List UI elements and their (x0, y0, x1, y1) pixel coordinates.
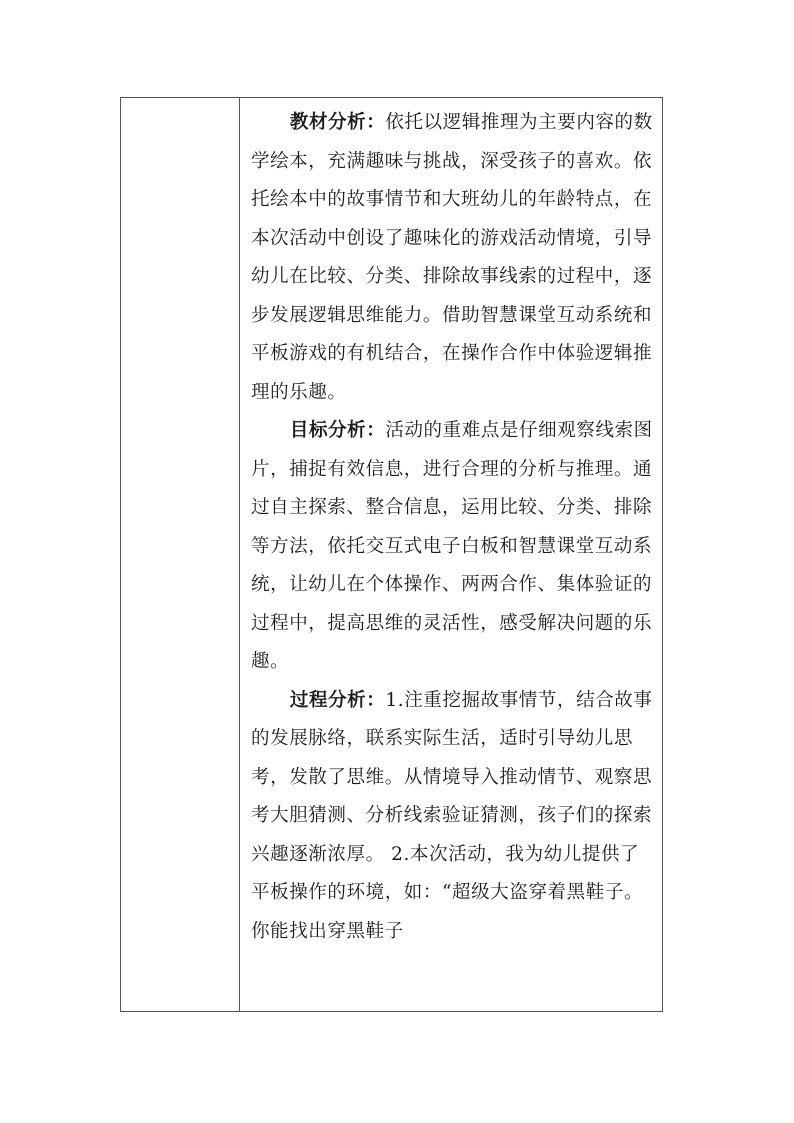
goal-analysis-text: 活动的重难点是仔细观察线索图片，捕捉有效信息，进行合理的分析与推理。通过自主探索、整合信息，运用比较、分类、排除等方法，依托交互式电子白板和智慧课堂互动系统，让幼儿在个体操作、两两合作、集体验证的过程中，提高思维的灵活性，感受解决问题的乐趣。 (251, 420, 653, 672)
goal-analysis-paragraph (251, 412, 656, 682)
process-analysis-heading: 过程分析： (289, 689, 386, 711)
content-table (120, 97, 663, 1012)
column-divider (239, 98, 240, 1011)
process-analysis-paragraph (251, 682, 656, 952)
analysis-cell (251, 104, 656, 951)
textbook-analysis-text: 依托以逻辑推理为主要内容的数学绘本，充满趣味与挑战，深受孩子的喜欢。依托绘本中的故事情节和大班幼儿的年龄特点，在本次活动中创设了趣味化的游戏活动情境，引导幼儿在比较、分类、排除故事线索的过程中，逐步发展逻辑思维能力。借助智慧课堂互动系统和平板游戏的有机结合，在操作合作中体验逻辑推理的乐趣。 (251, 112, 653, 403)
textbook-analysis-heading: 教材分析： (289, 112, 386, 133)
goal-analysis-heading: 目标分析： (289, 420, 386, 441)
textbook-analysis-paragraph (251, 104, 656, 412)
process-analysis-text: 1.注重挖掘故事情节，结合故事的发展脉络，联系实际生活，适时引导幼儿思考，发散了思维。从情境导入推动情节、观察思考大胆猜测、分析线索验证猜测，孩子们的探索兴趣逐渐浓厚。 2.本次活动，我为幼儿提供了平板操作的环境，如：“超级大盗穿着黑鞋子。你能找出穿黑鞋子 (251, 689, 653, 942)
